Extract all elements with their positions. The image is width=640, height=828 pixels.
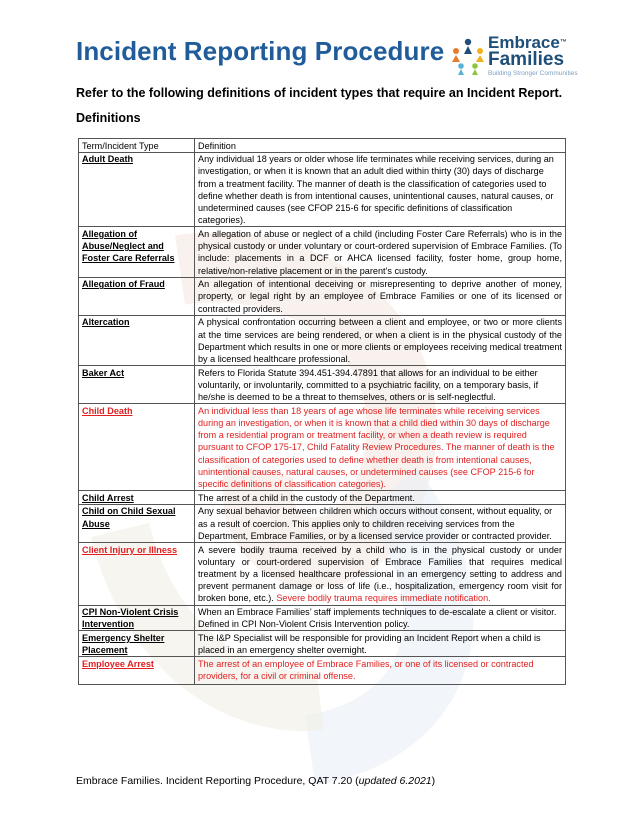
definition-cell: Any individual 18 years or older whose life terminates while receiving services, during an investigation, or when it is known that an adult died within thirty (30) days of discharge from a treatment facility. The manner of death is the classification of categories used to define whether death is from intentional causes, unintentional causes, natural causes, or undetermined causes (see CFOP 215-6 for specific definitions of classification categories).	[195, 152, 566, 227]
table-row	[79, 657, 566, 685]
definition-cell: When an Embrace Families’ staff implements techniques to de-escalate a client or visitor. Defined in CPI Non-Violent Crisis Intervention policy.	[195, 605, 566, 631]
term-cell: Allegation of Fraud	[79, 277, 195, 315]
definition-text: A severe bodily trauma received by a child who is in the physical custody or under voluntary or court-ordered supervision of Embrace Families that requires medical treatment by a licensed healthcare professional in an emergency setting to address and prevent permanent damage or loss of life (i.e., hospitalization, emergency room visit for broken bone, etc.).	[198, 544, 562, 604]
definition-cell: Refers to Florida Statute 394.451-394.47891 that allows for an individual to be either voluntarily, or involuntarily, committed to a psychiatric facility, on a temporary basis, if he/she is deemed to be a threat to themselves, others or is self-neglectful.	[195, 366, 566, 404]
term-cell: Emergency Shelter Placement	[79, 631, 195, 657]
table-row	[79, 227, 566, 277]
term-cell: Child Death	[79, 404, 195, 491]
embrace-families-logo	[450, 34, 600, 82]
term-cell: Child Arrest	[79, 491, 195, 505]
table-row	[79, 152, 566, 227]
definition-cell: Any sexual behavior between children which occurs without consent, without equality, or as a result of coercion. This applies only to children receiving services from the Department, Embrace Families, or by a licensed service provider or contracted provider.	[195, 504, 566, 542]
table-row	[79, 605, 566, 631]
logo-tagline: Building Stronger Communities	[488, 70, 578, 77]
term-cell: CPI Non-Violent Crisis Intervention	[79, 605, 195, 631]
definition-cell: A physical confrontation occurring between a client and employee, or two or more clients at the time services are being rendered, or when a client is in the physical custody of the Department which results in one or more clients or employees receiving medical treatment by a licensed healthcare professional.	[195, 315, 566, 365]
logo-wordmark: Embrace™ Families	[488, 33, 567, 70]
term-cell: Adult Death	[79, 152, 195, 227]
table-row	[79, 366, 566, 404]
logo-people-icon	[450, 36, 486, 76]
term-cell: Baker Act	[79, 366, 195, 404]
column-header-definition: Definition	[195, 139, 566, 153]
definition-cell: The arrest of an employee of Embrace Families, or one of its licensed or contracted providers, for a civil or criminal offense.	[195, 657, 566, 685]
table-row	[79, 277, 566, 315]
definitions-table	[78, 138, 566, 685]
definition-cell: An individual less than 18 years of age whose life terminates while receiving services during an investigation, or when it is known that a child died within 30 days of discharge from a residential program or treatment facility, or when a death review is required pursuant to CFOP 175-17, Child Fatality Review Procedures. The manner of death is the classification of categories used to define whether death is from intentional causes, unintentional causes, natural causes, or undetermined causes (see CFOP 215-6 for specific definitions of classification categories).	[195, 404, 566, 491]
definition-cell: The I&P Specialist will be responsible for providing an Incident Report when a child is placed in an emergency shelter overnight.	[195, 631, 566, 657]
term-cell: Allegation of Abuse/Neglect and Foster Care Referrals	[79, 227, 195, 277]
term-cell: Client Injury or Illness	[79, 543, 195, 606]
definition-cell: The arrest of a child in the custody of the Department.	[195, 491, 566, 505]
intro-text: Refer to the following definitions of incident types that require an Incident Report.	[76, 86, 563, 100]
table-row	[79, 315, 566, 365]
column-header-term: Term/Incident Type	[79, 139, 195, 153]
definition-cell: An allegation of abuse or neglect of a child (including Foster Care Referrals) who is in the physical custody or under voluntary or court-ordered supervision of Embrace Families. (To include: placements in a DCF or AHCA licensed facility, foster home, group home, relative/non-relative placement or in the parent’s custody.	[195, 227, 566, 277]
term-cell: Altercation	[79, 315, 195, 365]
table-row	[79, 631, 566, 657]
definitions-heading: Definitions	[76, 111, 141, 125]
term-cell: Employee Arrest	[79, 657, 195, 685]
definition-cell	[195, 543, 566, 606]
page-title: Incident Reporting Procedure	[76, 36, 445, 66]
table-row	[79, 404, 566, 491]
term-cell: Child on Child Sexual Abuse	[79, 504, 195, 542]
table-row	[79, 491, 566, 505]
table-row	[79, 543, 566, 606]
definition-cell: An allegation of intentional deceiving or misrepresenting to deprive another of money, property, or legal right by an employee of Embrace Families or one of its licensed or contracted providers.	[195, 277, 566, 315]
table-row	[79, 504, 566, 542]
page-footer: Embrace Families. Incident Reporting Procedure, QAT 7.20 (updated 6.2021)	[76, 775, 436, 787]
table-header-row	[79, 139, 566, 153]
definition-alert-text: Severe bodily trauma requires immediate notification.	[276, 593, 491, 604]
